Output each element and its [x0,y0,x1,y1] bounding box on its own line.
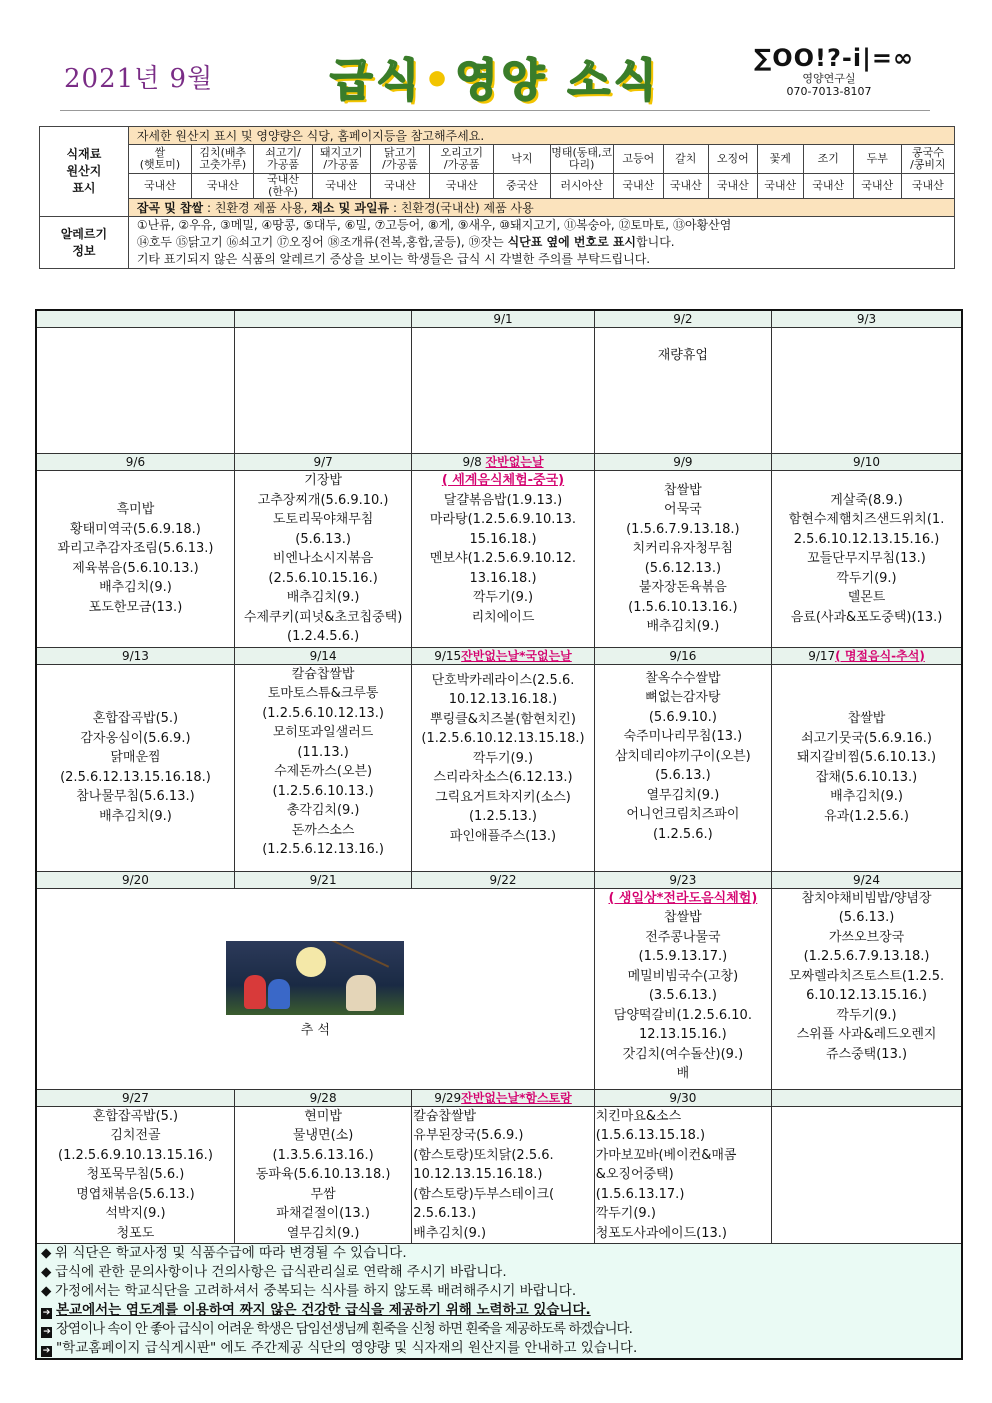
footer-line: ➔ 본교에서는 염도계를 이용하여 짜지 않은 건강한 급식을 제공하기 위해 노력하고 있습니다. [42,1302,591,1318]
menu-cell-0909: 찹쌀밥 어묵국 (1.5.6.7.9.13.18.) 치커리유자청무침 (5.6.12.13.) 불자장돈육볶음 (1.5.6.10.13.16.) 배추김치(9.) [594,471,771,648]
origin-item-value: 국내산 [803,174,853,199]
menu-cell-0907: 기장밥 고추장찌개(5.6.9.10.) 도토리묵야채무침 (5.6.13.) 비엔나소시지볶음 (2.5.6.10.15.16.) 배추김치(9.) 수제쿠키(피넛&초코칩중택) (1.2.4.5.6.) [234,471,411,648]
header-divider [60,110,930,111]
origin-item-name: 꽃게 [757,145,803,174]
menu-cell-0930: 치킨마요&소스 (1.5.6.13.15.18.) 가마보꼬바(베이컨&매콤 &오징어중택) (1.5.6.13.17.) 깍두기(9.) 청포도사과에이드(13.) [594,1106,771,1244]
origin-item-value: 국내산 (한우) [254,174,312,199]
date-cell [36,310,234,328]
menu-cell [234,328,411,454]
date-cell: 9/27 [36,1089,234,1106]
date-cell: 9/13 [36,647,234,664]
origin-item-value: 국내산 [708,174,757,199]
title-part-a: 급식 [330,55,424,106]
menu-cell-0910: 게살죽(8.9.) 함현수제햄치즈샌드위치(1. 2.5.6.10.12.13.15.16.) 꼬들단무지무침(13.) 깍두기(9.) 델몬트 음료(사과&포도중택)(13.) [772,471,962,648]
date-cell: 9/6 [36,454,234,471]
date-cell: 9/8 잔반없는날 [412,454,594,471]
date-cell: 9/9 [594,454,771,471]
footer-line: ◆ 위 식단은 학교사정 및 식품수급에 따라 변경될 수 있습니다. [41,1245,407,1261]
origin-item-value: 국내산 [370,174,429,199]
nutrition-lab-logo [754,44,914,98]
menu-items: 찹쌀밥 전주콩나물국 (1.5.9.13.17.) 메밀비빔국수(고창) (3.5.6.13.) 담양떡갈비(1.2.5.6.10. 12.13.15.16.) 갓김치(여수돌산)(9.) 배 [613,910,752,1081]
date-cell: 9/30 [594,1089,771,1106]
chuseok-holiday-cell [36,888,594,1089]
origin-note-top: 자세한 원산지 표시 및 영양량은 식당, 홈페이지등을 참고해주세요. [128,127,954,145]
date-cell: 9/24 [772,871,962,888]
date-tag: 잔반없는날*국없는날 [461,648,572,663]
allergy-line-3: 기타 표기되지 않은 식품의 알레르기 증상을 보이는 학생들은 급식 시 각별한 주의를 부탁드립니다. [136,252,651,266]
menu-cell [772,1106,962,1244]
arrow-icon: ➔ [41,1327,52,1338]
origin-item-value: 국내산 [430,174,494,199]
origin-item-name: 두부 [853,145,901,174]
date-cell [772,1089,962,1106]
origin-item-name: 쇠고기/ 가공품 [254,145,312,174]
origin-item-value: 국내산 [663,174,708,199]
origin-item-name: 쌀 (햇토미) [128,145,191,174]
origin-item-name: 돼지고기 /가공품 [312,145,370,174]
footer-line: ◆ 급식에 관한 문의사항이나 건의사항은 급식관리실로 연락해 주시기 바랍니다. [41,1264,507,1280]
monthly-menu-table [35,309,963,1360]
date-tag: 잔반없는날*함스토랑 [461,1090,572,1105]
allergy-line-2: ⑭호두 ⑮닭고기 ⑯쇠고기 ⑰오징어 ⑱조개류(전복,홍합,굴등), ⑲잣는 식단표 옆에 번호로 표시합니다. [136,235,675,249]
date-cell: 9/20 [36,871,234,888]
newsletter-title [330,44,660,108]
dept-phone: 070-7013-8107 [786,85,872,98]
menu-cell-0916: 찰옥수수쌀밥 뼈없는감자탕 (5.6.9.10.) 숙주미나리무침(13.) 삼치데리야끼구이(오븐) (5.6.13.) 열무김치(9.) 어니언크림치즈파이 (1.2.5.6.) [594,664,771,871]
origin-item-value: 러시아산 [550,174,613,199]
child-figure-icon [244,975,266,1009]
footer-line: ➔ 장염이나 속이 안 좋아 급식이 어려운 학생은 담임선생님께 흰죽을 신청 하면 흰죽을 제공하도록 하겠습니다. [41,1320,960,1339]
origin-item-value: 국내산 [128,174,191,199]
origin-item-value: 국내산 [901,174,954,199]
origin-item-name: 오리고기 /가공품 [430,145,494,174]
date-cell: 9/23 [594,871,771,888]
origin-table [39,126,955,269]
menu-cell [36,328,234,454]
allergy-line-1: ①난류, ②우유, ③메밀, ④땅콩, ⑤대두, ⑥밀, ⑦고등어, ⑧게, ⑨새우, ⑩돼지고기, ⑪복숭아, ⑫토마토, ⑬아황산염 [136,218,732,232]
menu-cell-0927: 혼합잡곡밥(5.) 김치전골 (1.2.5.6.9.10.13.15.16.) 청포묵무침(5.6.) 명엽채볶음(5.6.13.) 석박지(9.) 청포도 [36,1106,234,1244]
date-tag: 잔반없는날 [485,455,544,469]
menu-cell-0915: 단호박카레라이스(2.5.6. 10.12.13.16.18.) 뿌링클&치즈볼(함현치킨) (1.2.5.6.10.12.13.15.18.) 깍두기(9.) 스리라차소스(6.12.13.) 그릭요거트차지키(소스) (1.2.5.13.) 파인애플주스(13.) [412,664,594,871]
title-dot: • [423,55,456,106]
origin-item-name: 고등어 [613,145,663,174]
allergy-label: 알레르기 정보 [40,217,129,269]
menu-cell [412,328,594,454]
origin-item-name: 명태(동태,코 다리) [550,145,613,174]
menu-cell-0906: 흑미밥 황태미역국(5.6.9.18.) 꽈리고추감자조림(5.6.13.) 제육볶음(5.6.10.13.) 배추김치(9.) 포도한모금(13.) [36,471,234,648]
origin-item-value: 국내산 [757,174,803,199]
origin-item-value: 국내산 [853,174,901,199]
origin-item-name: 콩국수 /콩비지 [901,145,954,174]
origin-item-name: 김치(배추 고춧가루) [192,145,254,174]
holiday-label: 추 석 [300,1022,330,1038]
origin-item-name: 갈치 [663,145,708,174]
origin-item-name: 조기 [803,145,853,174]
menu-theme-tag: ( 생일상*전라도음식체험) [608,890,758,906]
origin-item-value: 국내산 [613,174,663,199]
child-figure-icon [346,975,376,1011]
branch-icon [325,941,389,968]
date-cell: 9/16 [594,647,771,664]
menu-cell-0929: 칼슘찹쌀밥 유부된장국(5.6.9.) (함스토랑)또치닭(2.5.6. 10.12.13.15.16.18.) (함스토랑)두부스테이크( 2.5.6.13.) 배추김치(9.) [412,1106,594,1244]
date-cell: 9/2 [594,310,771,328]
origin-item-name: 닭고기 /가공품 [370,145,429,174]
date-cell: 9/15잔반없는날*국없는날 [412,647,594,664]
origin-item-value: 국내산 [192,174,254,199]
date-cell: 9/28 [234,1089,411,1106]
date-cell: 9/17( 명절음식-추석) [772,647,962,664]
menu-cell-0913: 혼합잡곡밥(5.) 감자옹심이(5.6.9.) 닭매운찜 (2.5.6.12.13.15.16.18.) 참나물무침(5.6.13.) 배추김치(9.) [36,664,234,871]
menu-cell-0924: 참치야채비빔밥/양념장 (5.6.13.) 가쓰오브장국 (1.2.5.6.7.9.13.18.) 모짜렐라치즈토스트(1.2.5. 6.10.12.13.15.16.) 깍두기(9.) 스위플 사과&레드오렌지 쥬스중택(13.) [772,888,962,1089]
menu-cell-0923 [594,888,771,1089]
title-part-b: 영양 소식 [455,55,661,106]
logo-mark-icon: ∑OO!?-i|=∞ [754,44,914,72]
date-cell: 9/21 [234,871,411,888]
footer-line: ◆ 가정에서는 학교식단을 고려하셔서 중복되는 식사를 하지 않도록 배려해주시기 바랍니다. [41,1283,577,1299]
school-closed-notice: 재량휴업 [657,348,708,363]
dept-name: 영양연구실 [802,72,856,85]
allergy-info [128,217,954,269]
origin-item-name: 오징어 [708,145,757,174]
date-cell: 9/10 [772,454,962,471]
menu-cell-0914: 칼슘찹쌀밥 토마토스튜&크루통 (1.2.5.6.10.12.13.) 모히또과일샐러드 (11.13.) 수제돈까스(오븐) (1.2.5.6.10.13.) 총각김치(9.) 돈까스소스 (1.2.5.6.12.13.16.) [234,664,411,871]
footer-line: ➔ "학교홈페이지 급식게시판" 에도 주간제공 식단의 영양량 및 식자재의 원산지를 안내하고 있습니다. [42,1340,638,1356]
date-tag: ( 명절음식-추석) [835,648,925,663]
menu-cell-0917: 찹쌀밥 쇠고기뭇국(5.6.9.16.) 돼지갈비찜(5.6.10.13.) 잡채(5.6.10.13.) 배추김치(9.) 유과(1.2.5.6.) [772,664,962,871]
date-cell: 9/29잔반없는날*함스토랑 [412,1089,594,1106]
origin-item-value: 중국산 [494,174,550,199]
date-cell: 9/14 [234,647,411,664]
date-cell: 9/22 [412,871,594,888]
origin-item-name: 낙지 [494,145,550,174]
newsletter-date: 2021년 9월 [64,64,214,94]
menu-cell-0928: 현미밥 물냉면(소) (1.3.5.6.13.16.) 동파육(5.6.10.13.18.) 무쌈 파채겉절이(13.) 열무김치(9.) [234,1106,411,1244]
date-cell: 9/3 [772,310,962,328]
menu-cell [772,328,962,454]
child-figure-icon [268,979,290,1009]
arrow-icon: ➔ [42,1308,51,1318]
chuseok-illustration [226,941,404,1015]
menu-cell-0902 [594,328,771,454]
date-cell [234,310,411,328]
origin-side-label: 식재료 원산지 표시 [40,127,129,217]
full-moon-icon [296,947,326,977]
date-cell: 9/1 [412,310,594,328]
date-cell: 9/7 [234,454,411,471]
arrow-icon: ➔ [42,1346,51,1356]
origin-item-value: 국내산 [312,174,370,199]
menu-cell-0908: ( 세계음식체험-중국) 달걀볶음밥(1.9.13.) 마라탕(1.2.5.6.9.10.13. 15.16.18.) 멘보샤(1.2.5.6.9.10.12. 13.16.18.) 깍두기(9.) 리치에이드 [412,471,594,648]
origin-note-bottom: 잡곡 및 찹쌀 : 친환경 제품 사용, 채소 및 과일류 : 친환경(국내산) 제품 사용 [128,199,954,217]
footer-notices [36,1244,962,1360]
